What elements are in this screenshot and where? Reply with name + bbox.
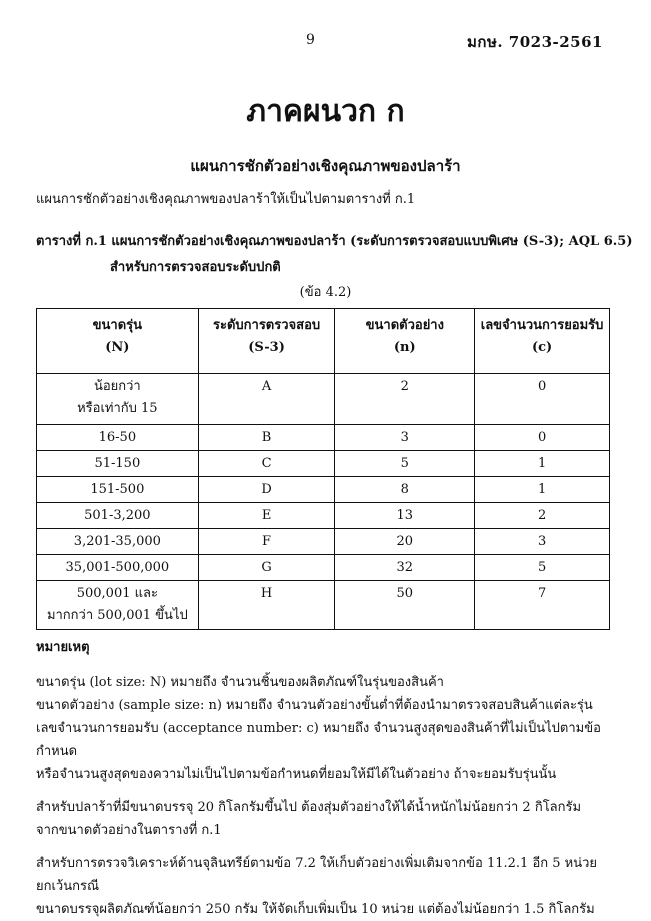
annex-title: ภาคผนวก ก <box>246 94 405 129</box>
cell-lot-size: 151-500 <box>37 477 199 503</box>
note-paragraph: ขนาดบรรจุผลิตภัณฑ์น้อยกว่า 250 กรัม ให้จัดเก็บเพิ่มเป็น 10 หน่วย แต่ต้องไม่น้อยกว่า 1.5 กิโลกรัม <box>36 902 595 917</box>
table-row <box>37 451 610 477</box>
notes-heading: หมายเหตุ <box>36 640 90 655</box>
cell-sample-size: 2 <box>335 374 475 425</box>
cell-lot-size: น้อยกว่า หรือเท่ากับ 15 <box>37 374 199 425</box>
cell-level: H <box>198 581 335 630</box>
cell-sample-size: 50 <box>335 581 475 630</box>
cell-acceptance: 2 <box>475 503 610 529</box>
cell-sample-size: 20 <box>335 529 475 555</box>
cell-acceptance: 5 <box>475 555 610 581</box>
sampling-plan-table <box>36 308 610 630</box>
table-header-row <box>37 309 610 374</box>
intro-text: แผนการชักตัวอย่างเชิงคุณภาพของปลาร้าให้เป็นไปตามตารางที่ ก.1 <box>36 192 416 207</box>
cell-acceptance: 7 <box>475 581 610 630</box>
cell-level: G <box>198 555 335 581</box>
table-row <box>37 374 610 425</box>
header-lot-size: ขนาดรุ่น (N) <box>37 309 199 374</box>
table-caption-line2: สำหรับการตรวจสอบระดับปกติ <box>110 260 281 275</box>
cell-acceptance: 0 <box>475 425 610 451</box>
note-definition: ขนาดตัวอย่าง (sample size: n) หมายถึง จำนวนตัวอย่างขั้นต่ำที่ต้องนำมาตรวจสอบสินค้าแต่ละรุ่น <box>36 698 593 713</box>
table-row <box>37 581 610 630</box>
cell-lot-size: 35,001-500,000 <box>37 555 199 581</box>
note-paragraph: สำหรับปลาร้าที่มีขนาดบรรจุ 20 กิโลกรัมขึ้นไป ต้องสุ่มตัวอย่างให้ได้น้ำหนักไม่น้อยกว่า 2 กิโลกรัม <box>36 800 582 815</box>
cell-level: F <box>198 529 335 555</box>
note-paragraph: จากขนาดตัวอย่างในตารางที่ ก.1 <box>36 823 222 838</box>
table-row <box>37 425 610 451</box>
cell-sample-size: 5 <box>335 451 475 477</box>
cell-sample-size: 13 <box>335 503 475 529</box>
cell-acceptance: 1 <box>475 477 610 503</box>
cell-level: E <box>198 503 335 529</box>
cell-lot-size: 500,001 และ มากกว่า 500,001 ขึ้นไป <box>37 581 199 630</box>
table-caption: ตารางที่ ก.1 แผนการชักตัวอย่างเชิงคุณภาพของปลาร้า (ระดับการตรวจสอบแบบพิเศษ (S-3); AQL 6.5) <box>36 234 633 249</box>
cell-acceptance: 0 <box>475 374 610 425</box>
standard-code: มกษ. 7023-2561 <box>466 33 603 51</box>
header-inspection-level: ระดับการตรวจสอบ (S-3) <box>198 309 335 374</box>
note-definition: หรือจำนวนสูงสุดของความไม่เป็นไปตามข้อกำหนดที่ยอมให้มีได้ในตัวอย่าง ถ้าจะยอมรับรุ่นนั้น <box>36 767 557 782</box>
cell-sample-size: 3 <box>335 425 475 451</box>
cell-level: D <box>198 477 335 503</box>
cell-lot-size: 501-3,200 <box>37 503 199 529</box>
cell-level: C <box>198 451 335 477</box>
cell-acceptance: 1 <box>475 451 610 477</box>
cell-lot-size: 16-50 <box>37 425 199 451</box>
cell-lot-size: 51-150 <box>37 451 199 477</box>
cell-level: A <box>198 374 335 425</box>
table-row <box>37 529 610 555</box>
cell-sample-size: 32 <box>335 555 475 581</box>
cell-level: B <box>198 425 335 451</box>
cell-sample-size: 8 <box>335 477 475 503</box>
note-paragraph: สำหรับการตรวจวิเคราะห์ด้านจุลินทรีย์ตามข้อ 7.2 ให้เก็บตัวอย่างเพิ่มเติมจากข้อ 11.2.1 อีก 5 หน่วย ยกเว้นกรณี <box>36 856 598 894</box>
table-row <box>37 477 610 503</box>
notes-section <box>36 636 636 921</box>
table-row <box>37 555 610 581</box>
cell-acceptance: 3 <box>475 529 610 555</box>
page-number: 9 <box>306 32 315 48</box>
header-acceptance-number: เลขจำนวนการยอมรับ (c) <box>475 309 610 374</box>
note-definition: ขนาดรุ่น (lot size: N) หมายถึง จำนวนชิ้นของผลิตภัณฑ์ในรุ่นของสินค้า <box>36 675 444 690</box>
note-definition: เลขจำนวนการยอมรับ (acceptance number: c) หมายถึง จำนวนสูงสุดของสินค้าที่ไม่เป็นไปตามข้อกำหนด <box>36 721 601 759</box>
clause-reference: (ข้อ 4.2) <box>299 285 352 300</box>
table-row <box>37 503 610 529</box>
section-subtitle: แผนการชักตัวอย่างเชิงคุณภาพของปลาร้า <box>190 157 461 175</box>
cell-lot-size: 3,201-35,000 <box>37 529 199 555</box>
header-sample-size: ขนาดตัวอย่าง (n) <box>335 309 475 374</box>
